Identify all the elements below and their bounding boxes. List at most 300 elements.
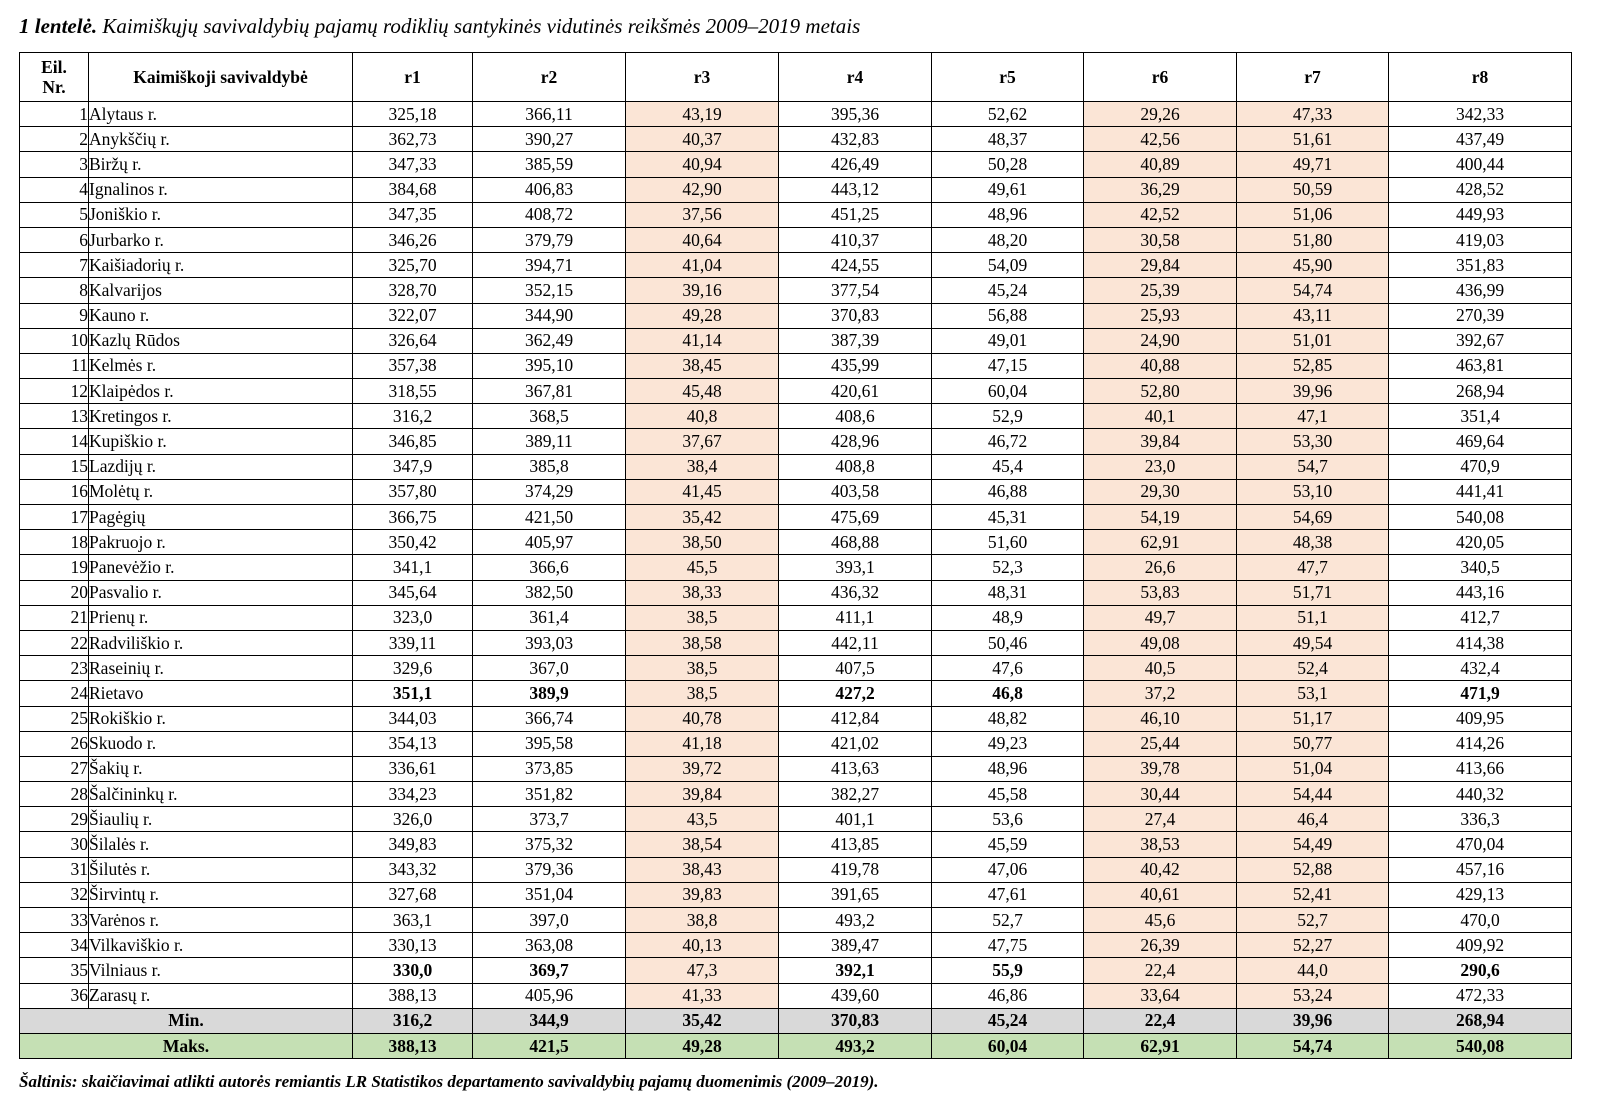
header-r5: r5 [932, 53, 1084, 102]
row-number: 7 [20, 253, 89, 278]
table-row [20, 656, 1572, 681]
value-cell-r3: 39,16 [626, 278, 779, 303]
value-cell-r4: 428,96 [779, 429, 932, 454]
value-cell-r5: 45,31 [932, 505, 1084, 530]
value-cell-r6: 38,53 [1084, 832, 1237, 857]
municipality-name: Kalvarijos [89, 278, 353, 303]
value-cell-r6: 40,61 [1084, 882, 1237, 907]
municipality-name: Šiaulių r. [89, 807, 353, 832]
value-cell-r8: 437,49 [1389, 127, 1572, 152]
row-number: 4 [20, 177, 89, 202]
value-cell-r3: 40,37 [626, 127, 779, 152]
municipality-name: Anykščių r. [89, 127, 353, 152]
value-cell-r3: 38,5 [626, 605, 779, 630]
value-cell-r3: 45,48 [626, 379, 779, 404]
value-cell-r3: 39,83 [626, 882, 779, 907]
municipality-name: Pakruojo r. [89, 530, 353, 555]
value-cell-r6: 40,5 [1084, 656, 1237, 681]
value-cell-r7: 54,7 [1237, 454, 1389, 479]
header-r3: r3 [626, 53, 779, 102]
value-cell-r1: 351,1 [353, 681, 473, 706]
value-cell-r2: 421,50 [473, 505, 626, 530]
value-cell-r7: 47,1 [1237, 404, 1389, 429]
value-cell-r8: 540,08 [1389, 505, 1572, 530]
value-cell-r7: 48,38 [1237, 530, 1389, 555]
value-cell-r2: 379,36 [473, 857, 626, 882]
value-cell-r5: 48,82 [932, 706, 1084, 731]
value-cell-r8: 457,16 [1389, 857, 1572, 882]
value-cell-r1: 347,9 [353, 454, 473, 479]
table-body [20, 102, 1572, 1059]
value-cell-r1: 354,13 [353, 731, 473, 756]
value-cell-r4: 403,58 [779, 479, 932, 504]
value-cell-r1: 388,13 [353, 983, 473, 1008]
value-cell-r1: 334,23 [353, 782, 473, 807]
table-row [20, 353, 1572, 378]
table-row [20, 756, 1572, 781]
value-cell-r7: 51,80 [1237, 227, 1389, 252]
row-number: 23 [20, 656, 89, 681]
value-cell-r4: 427,2 [779, 681, 932, 706]
value-cell-r4: 412,84 [779, 706, 932, 731]
value-cell-r1: 326,64 [353, 328, 473, 353]
max-row-value-r7: 54,74 [1237, 1033, 1389, 1058]
municipality-name: Alytaus r. [89, 102, 353, 127]
value-cell-r4: 475,69 [779, 505, 932, 530]
value-cell-r5: 48,37 [932, 127, 1084, 152]
value-cell-r5: 48,96 [932, 756, 1084, 781]
caption-text: Kaimiškųjų savivaldybių pajamų rodiklių santykinės vidutinės reikšmės 2009–2019 metais [102, 14, 861, 38]
row-number: 33 [20, 908, 89, 933]
table-row [20, 706, 1572, 731]
value-cell-r7: 52,7 [1237, 908, 1389, 933]
value-cell-r2: 351,82 [473, 782, 626, 807]
value-cell-r3: 41,14 [626, 328, 779, 353]
value-cell-r2: 408,72 [473, 202, 626, 227]
value-cell-r4: 443,12 [779, 177, 932, 202]
value-cell-r6: 53,83 [1084, 580, 1237, 605]
value-cell-r5: 52,9 [932, 404, 1084, 429]
min-row-value-r6: 22,4 [1084, 1008, 1237, 1033]
value-cell-r5: 45,24 [932, 278, 1084, 303]
value-cell-r7: 50,77 [1237, 731, 1389, 756]
municipality-name: Skuodo r. [89, 731, 353, 756]
value-cell-r2: 366,11 [473, 102, 626, 127]
value-cell-r1: 350,42 [353, 530, 473, 555]
value-cell-r8: 409,95 [1389, 706, 1572, 731]
max-row-value-r4: 493,2 [779, 1033, 932, 1058]
value-cell-r3: 38,4 [626, 454, 779, 479]
value-cell-r7: 51,06 [1237, 202, 1389, 227]
value-cell-r1: 329,6 [353, 656, 473, 681]
municipality-name: Biržų r. [89, 152, 353, 177]
table-row [20, 530, 1572, 555]
header-r6: r6 [1084, 53, 1237, 102]
table-row [20, 328, 1572, 353]
row-number: 29 [20, 807, 89, 832]
value-cell-r7: 52,41 [1237, 882, 1389, 907]
value-cell-r2: 395,58 [473, 731, 626, 756]
max-row-value-r2: 421,5 [473, 1033, 626, 1058]
value-cell-r1: 362,73 [353, 127, 473, 152]
value-cell-r3: 38,5 [626, 656, 779, 681]
value-cell-r4: 387,39 [779, 328, 932, 353]
row-number: 24 [20, 681, 89, 706]
value-cell-r4: 451,25 [779, 202, 932, 227]
value-cell-r6: 40,89 [1084, 152, 1237, 177]
value-cell-r7: 52,85 [1237, 353, 1389, 378]
value-cell-r4: 408,8 [779, 454, 932, 479]
value-cell-r3: 42,90 [626, 177, 779, 202]
value-cell-r5: 46,88 [932, 479, 1084, 504]
value-cell-r4: 407,5 [779, 656, 932, 681]
value-cell-r5: 47,06 [932, 857, 1084, 882]
value-cell-r6: 62,91 [1084, 530, 1237, 555]
value-cell-r4: 377,54 [779, 278, 932, 303]
value-cell-r1: 326,0 [353, 807, 473, 832]
table-row [20, 807, 1572, 832]
value-cell-r6: 39,78 [1084, 756, 1237, 781]
value-cell-r2: 367,0 [473, 656, 626, 681]
table-row [20, 177, 1572, 202]
municipality-name: Kupiškio r. [89, 429, 353, 454]
value-cell-r3: 40,13 [626, 933, 779, 958]
value-cell-r8: 409,92 [1389, 933, 1572, 958]
value-cell-r1: 344,03 [353, 706, 473, 731]
value-cell-r3: 37,56 [626, 202, 779, 227]
value-cell-r1: 316,2 [353, 404, 473, 429]
value-cell-r1: 328,70 [353, 278, 473, 303]
value-cell-r2: 363,08 [473, 933, 626, 958]
value-cell-r5: 55,9 [932, 958, 1084, 983]
value-cell-r7: 51,61 [1237, 127, 1389, 152]
value-cell-r5: 45,4 [932, 454, 1084, 479]
table-row [20, 429, 1572, 454]
municipality-name: Šakių r. [89, 756, 353, 781]
value-cell-r6: 39,84 [1084, 429, 1237, 454]
value-cell-r1: 357,80 [353, 479, 473, 504]
table-row [20, 152, 1572, 177]
municipality-name: Vilniaus r. [89, 958, 353, 983]
value-cell-r3: 40,64 [626, 227, 779, 252]
value-cell-r8: 449,93 [1389, 202, 1572, 227]
value-cell-r3: 43,5 [626, 807, 779, 832]
table-row [20, 253, 1572, 278]
table-row [20, 555, 1572, 580]
value-cell-r5: 47,75 [932, 933, 1084, 958]
value-cell-r5: 46,8 [932, 681, 1084, 706]
table-row [20, 958, 1572, 983]
value-cell-r2: 374,29 [473, 479, 626, 504]
value-cell-r2: 375,32 [473, 832, 626, 857]
value-cell-r4: 395,36 [779, 102, 932, 127]
value-cell-r5: 54,09 [932, 253, 1084, 278]
value-cell-r4: 392,1 [779, 958, 932, 983]
value-cell-r8: 336,3 [1389, 807, 1572, 832]
value-cell-r7: 47,33 [1237, 102, 1389, 127]
value-cell-r4: 391,65 [779, 882, 932, 907]
value-cell-r3: 38,50 [626, 530, 779, 555]
header-r4: r4 [779, 53, 932, 102]
value-cell-r7: 52,27 [1237, 933, 1389, 958]
value-cell-r5: 52,7 [932, 908, 1084, 933]
data-table [19, 52, 1572, 1059]
value-cell-r6: 33,64 [1084, 983, 1237, 1008]
row-number: 15 [20, 454, 89, 479]
value-cell-r7: 53,1 [1237, 681, 1389, 706]
row-number: 32 [20, 882, 89, 907]
value-cell-r2: 405,96 [473, 983, 626, 1008]
value-cell-r8: 471,9 [1389, 681, 1572, 706]
header-r2: r2 [473, 53, 626, 102]
value-cell-r5: 45,59 [932, 832, 1084, 857]
value-cell-r8: 290,6 [1389, 958, 1572, 983]
value-cell-r6: 37,2 [1084, 681, 1237, 706]
value-cell-r7: 53,24 [1237, 983, 1389, 1008]
value-cell-r8: 469,64 [1389, 429, 1572, 454]
table-row [20, 303, 1572, 328]
value-cell-r3: 41,18 [626, 731, 779, 756]
municipality-name: Širvintų r. [89, 882, 353, 907]
row-number: 3 [20, 152, 89, 177]
value-cell-r3: 40,8 [626, 404, 779, 429]
value-cell-r6: 46,10 [1084, 706, 1237, 731]
row-number: 26 [20, 731, 89, 756]
value-cell-r5: 47,61 [932, 882, 1084, 907]
value-cell-r8: 441,41 [1389, 479, 1572, 504]
value-cell-r2: 385,59 [473, 152, 626, 177]
value-cell-r7: 47,7 [1237, 555, 1389, 580]
value-cell-r5: 47,15 [932, 353, 1084, 378]
value-cell-r6: 30,58 [1084, 227, 1237, 252]
value-cell-r1: 330,0 [353, 958, 473, 983]
value-cell-r8: 400,44 [1389, 152, 1572, 177]
table-row [20, 102, 1572, 127]
value-cell-r4: 426,49 [779, 152, 932, 177]
value-cell-r8: 463,81 [1389, 353, 1572, 378]
value-cell-r7: 53,10 [1237, 479, 1389, 504]
table-row [20, 681, 1572, 706]
value-cell-r4: 413,63 [779, 756, 932, 781]
value-cell-r2: 395,10 [473, 353, 626, 378]
value-cell-r1: 343,32 [353, 857, 473, 882]
value-cell-r6: 23,0 [1084, 454, 1237, 479]
header-nr: Eil. Nr. [20, 53, 89, 102]
value-cell-r3: 37,67 [626, 429, 779, 454]
value-cell-r4: 413,85 [779, 832, 932, 857]
value-cell-r1: 322,07 [353, 303, 473, 328]
municipality-name: Pasvalio r. [89, 580, 353, 605]
value-cell-r3: 45,5 [626, 555, 779, 580]
value-cell-r6: 29,30 [1084, 479, 1237, 504]
table-row [20, 630, 1572, 655]
value-cell-r1: 346,26 [353, 227, 473, 252]
value-cell-r5: 48,31 [932, 580, 1084, 605]
value-cell-r2: 397,0 [473, 908, 626, 933]
value-cell-r3: 40,94 [626, 152, 779, 177]
value-cell-r8: 436,99 [1389, 278, 1572, 303]
value-cell-r5: 45,58 [932, 782, 1084, 807]
value-cell-r4: 493,2 [779, 908, 932, 933]
value-cell-r6: 40,1 [1084, 404, 1237, 429]
value-cell-r5: 51,60 [932, 530, 1084, 555]
value-cell-r1: 327,68 [353, 882, 473, 907]
table-caption [19, 14, 860, 39]
value-cell-r1: 318,55 [353, 379, 473, 404]
value-cell-r3: 47,3 [626, 958, 779, 983]
value-cell-r2: 344,90 [473, 303, 626, 328]
value-cell-r6: 25,44 [1084, 731, 1237, 756]
value-cell-r5: 53,6 [932, 807, 1084, 832]
value-cell-r8: 392,67 [1389, 328, 1572, 353]
row-number: 19 [20, 555, 89, 580]
table-row [20, 933, 1572, 958]
value-cell-r7: 51,04 [1237, 756, 1389, 781]
value-cell-r2: 366,6 [473, 555, 626, 580]
min-row-value-r7: 39,96 [1237, 1008, 1389, 1033]
value-cell-r8: 412,7 [1389, 605, 1572, 630]
source-note: Šaltinis: skaičiavimai atlikti autorės remiantis LR Statistikos departamento savivaldybių pajamų duomenimis (2009–2019). [19, 1072, 879, 1091]
value-cell-r8: 470,9 [1389, 454, 1572, 479]
row-number: 31 [20, 857, 89, 882]
value-cell-r6: 30,44 [1084, 782, 1237, 807]
table-row [20, 227, 1572, 252]
value-cell-r1: 330,13 [353, 933, 473, 958]
header-r1: r1 [353, 53, 473, 102]
value-cell-r3: 41,04 [626, 253, 779, 278]
value-cell-r4: 421,02 [779, 731, 932, 756]
value-cell-r7: 51,1 [1237, 605, 1389, 630]
value-cell-r8: 413,66 [1389, 756, 1572, 781]
max-row-value-r5: 60,04 [932, 1033, 1084, 1058]
value-cell-r4: 410,37 [779, 227, 932, 252]
value-cell-r2: 373,85 [473, 756, 626, 781]
value-cell-r7: 51,01 [1237, 328, 1389, 353]
value-cell-r7: 43,11 [1237, 303, 1389, 328]
value-cell-r8: 420,05 [1389, 530, 1572, 555]
municipality-name: Ignalinos r. [89, 177, 353, 202]
value-cell-r1: 349,83 [353, 832, 473, 857]
value-cell-r3: 35,42 [626, 505, 779, 530]
value-cell-r3: 38,58 [626, 630, 779, 655]
value-cell-r3: 41,45 [626, 479, 779, 504]
table-row [20, 278, 1572, 303]
value-cell-r7: 49,71 [1237, 152, 1389, 177]
row-number: 20 [20, 580, 89, 605]
value-cell-r8: 270,39 [1389, 303, 1572, 328]
value-cell-r6: 42,52 [1084, 202, 1237, 227]
value-cell-r4: 432,83 [779, 127, 932, 152]
municipality-name: Jurbarko r. [89, 227, 353, 252]
value-cell-r6: 25,93 [1084, 303, 1237, 328]
value-cell-r2: 394,71 [473, 253, 626, 278]
value-cell-r5: 47,6 [932, 656, 1084, 681]
value-cell-r6: 27,4 [1084, 807, 1237, 832]
value-cell-r7: 50,59 [1237, 177, 1389, 202]
value-cell-r4: 439,60 [779, 983, 932, 1008]
table-row [20, 454, 1572, 479]
value-cell-r4: 370,83 [779, 303, 932, 328]
value-cell-r2: 389,9 [473, 681, 626, 706]
value-cell-r1: 336,61 [353, 756, 473, 781]
max-row [20, 1033, 1572, 1058]
value-cell-r6: 54,19 [1084, 505, 1237, 530]
header-name: Kaimiškoji savivaldybė [89, 53, 353, 102]
value-cell-r3: 38,8 [626, 908, 779, 933]
value-cell-r2: 382,50 [473, 580, 626, 605]
value-cell-r7: 51,17 [1237, 706, 1389, 731]
value-cell-r5: 49,01 [932, 328, 1084, 353]
value-cell-r6: 52,80 [1084, 379, 1237, 404]
value-cell-r8: 414,26 [1389, 731, 1572, 756]
municipality-name: Molėtų r. [89, 479, 353, 504]
municipality-name: Raseinių r. [89, 656, 353, 681]
value-cell-r6: 29,84 [1084, 253, 1237, 278]
value-cell-r6: 42,56 [1084, 127, 1237, 152]
value-cell-r3: 39,72 [626, 756, 779, 781]
value-cell-r7: 54,74 [1237, 278, 1389, 303]
municipality-name: Pagėgių [89, 505, 353, 530]
municipality-name: Šalčininkų r. [89, 782, 353, 807]
value-cell-r4: 435,99 [779, 353, 932, 378]
value-cell-r8: 428,52 [1389, 177, 1572, 202]
value-cell-r2: 361,4 [473, 605, 626, 630]
max-row-label: Maks. [20, 1033, 353, 1058]
value-cell-r7: 46,4 [1237, 807, 1389, 832]
value-cell-r8: 429,13 [1389, 882, 1572, 907]
value-cell-r6: 29,26 [1084, 102, 1237, 127]
row-number: 25 [20, 706, 89, 731]
value-cell-r4: 442,11 [779, 630, 932, 655]
value-cell-r5: 52,62 [932, 102, 1084, 127]
value-cell-r5: 50,46 [932, 630, 1084, 655]
value-cell-r4: 382,27 [779, 782, 932, 807]
municipality-name: Lazdijų r. [89, 454, 353, 479]
value-cell-r4: 424,55 [779, 253, 932, 278]
value-cell-r5: 49,23 [932, 731, 1084, 756]
value-cell-r1: 325,70 [353, 253, 473, 278]
table-row [20, 505, 1572, 530]
table-row [20, 605, 1572, 630]
municipality-name: Kaišiadorių r. [89, 253, 353, 278]
value-cell-r2: 405,97 [473, 530, 626, 555]
table-row [20, 857, 1572, 882]
value-cell-r3: 43,19 [626, 102, 779, 127]
min-row-value-r2: 344,9 [473, 1008, 626, 1033]
value-cell-r3: 41,33 [626, 983, 779, 1008]
value-cell-r3: 38,54 [626, 832, 779, 857]
municipality-name: Šilalės r. [89, 832, 353, 857]
row-number: 1 [20, 102, 89, 127]
row-number: 16 [20, 479, 89, 504]
value-cell-r6: 25,39 [1084, 278, 1237, 303]
value-cell-r7: 52,88 [1237, 857, 1389, 882]
value-cell-r2: 362,49 [473, 328, 626, 353]
min-row-value-r4: 370,83 [779, 1008, 932, 1033]
table-row [20, 983, 1572, 1008]
value-cell-r5: 48,96 [932, 202, 1084, 227]
value-cell-r4: 419,78 [779, 857, 932, 882]
row-number: 9 [20, 303, 89, 328]
value-cell-r2: 379,79 [473, 227, 626, 252]
value-cell-r6: 26,6 [1084, 555, 1237, 580]
value-cell-r7: 54,44 [1237, 782, 1389, 807]
row-number: 21 [20, 605, 89, 630]
value-cell-r6: 49,7 [1084, 605, 1237, 630]
value-cell-r4: 393,1 [779, 555, 932, 580]
value-cell-r4: 436,32 [779, 580, 932, 605]
row-number: 36 [20, 983, 89, 1008]
